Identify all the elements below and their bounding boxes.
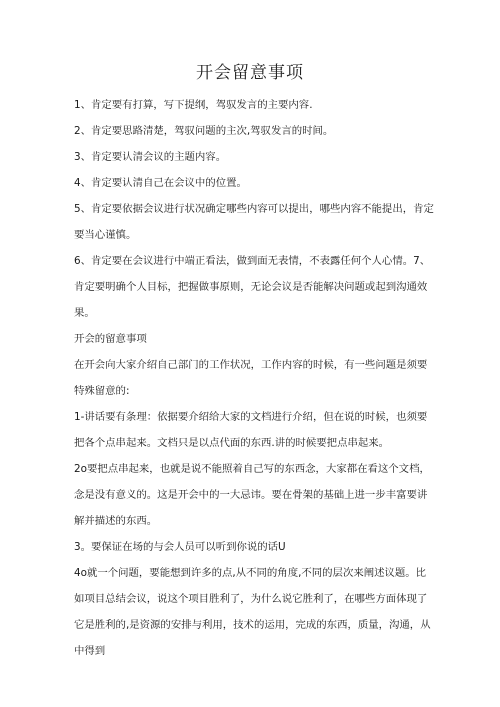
paragraph-point-3: 3。要保证在场的与会人员可以听到你说的话U — [74, 541, 286, 553]
paragraph-point-2: 2o要把点串起来，也就是说不能照着自己写的东西念，大家都在看这个文档，念是没有意义的。这是开会中的一大忌讳。要在骨架的基础上进一步丰富要讲解并描述的东西。 — [74, 463, 430, 527]
paragraph-intro: 在开会向大家介绍自己部门的工作状况，工作内容的时候，有一些问题是须要特殊留意的: — [74, 359, 428, 397]
paragraph-5: 5、肯定要依据会议进行状况确定哪些内容可以提出，哪些内容不能提出，肯定要当心谨慎。 — [74, 203, 434, 241]
paragraph-6: 6、肯定要在会议进行中端正看法，做到面无表情，不表露任何个人心情。7、肯定要明确个人目标，把握做事原则，无论会议是否能解决问题或起到沟通效果。 — [74, 255, 431, 319]
document-title: 开会留意事项 — [196, 63, 304, 83]
paragraph-3: 3、肯定要认清会议的主题内容。 — [74, 151, 227, 163]
paragraph-point-1: 1-讲话要有条理：依据要介绍给大家的文档进行介绍，但在说的时候，也须要把各个点串起来。文档只是以点代面的东西.讲的时候要把点串起来。 — [74, 411, 428, 449]
document-body — [74, 92, 434, 664]
paragraph-4: 4、肯定要认清自己在会议中的位置。 — [74, 177, 247, 189]
paragraph-1: 1、肯定要有打算，写下提纲，驾驭发言的主要内容. — [74, 99, 313, 111]
section-heading: 开会的留意事项 — [74, 333, 147, 345]
paragraph-2: 2、肯定要思路清楚，驾驭问题的主次,驾驭发言的时间。 — [74, 125, 334, 137]
paragraph-point-4: 4o就一个问题，要能想到许多的点,从不同的角度,不同的层次来阐述议题。比如项目总结会议，说这个项目胜利了，为什么说它胜利了，在哪些方面体现了它是胜利的,是资源的安排与利用，技术的运用，完成的东西，质量，沟通，从中得到 — [74, 567, 431, 657]
